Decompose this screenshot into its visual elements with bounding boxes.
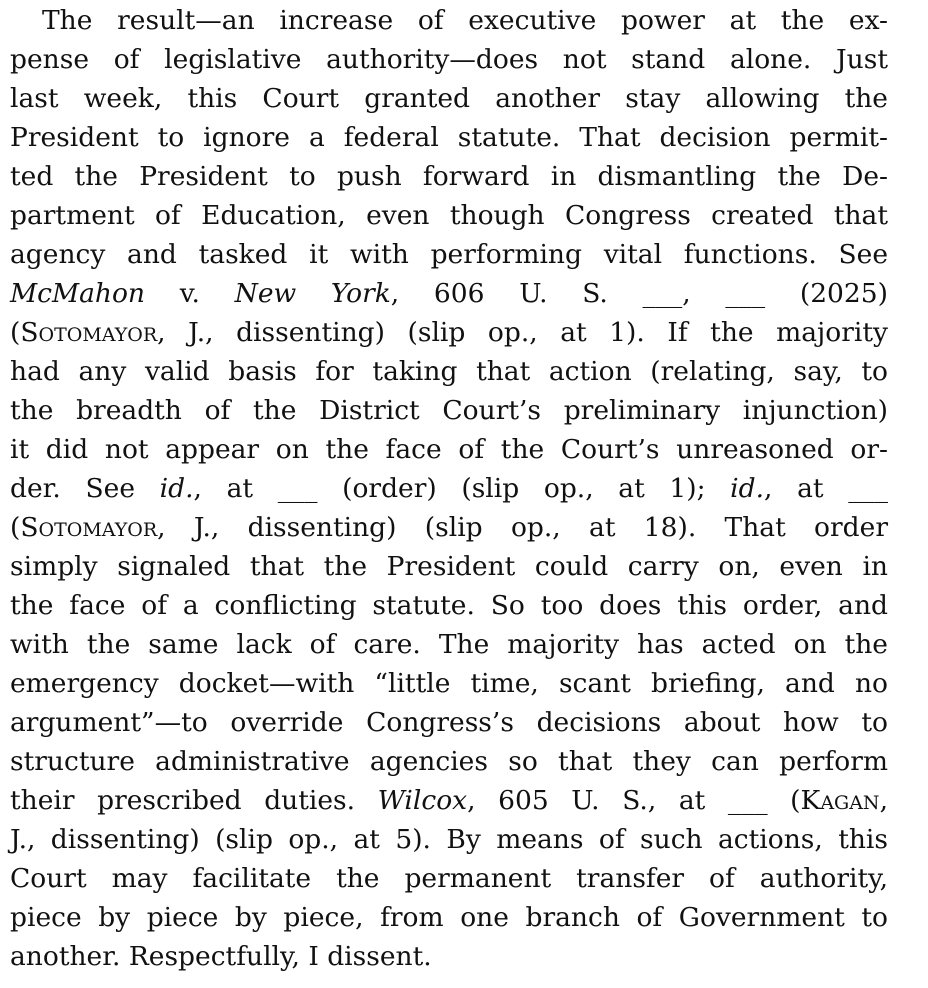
justice-name: Kagan xyxy=(800,785,880,816)
text-line: with the same lack of care. The majority has acted on the xyxy=(10,629,888,660)
justice-name: Sotomayor xyxy=(20,317,158,348)
text-fragment: der. See xyxy=(10,473,160,504)
text-line: emergency docket—with “little time, scant briefing, and no xyxy=(10,668,888,699)
text-line: simply signaled that the President could carry on, even in xyxy=(10,551,888,582)
text-line: ted the President to push forward in dismantling the De- xyxy=(10,161,888,192)
text-line xyxy=(10,508,888,547)
text-line-final: another. Respectfully, I dissent. xyxy=(10,941,432,972)
justice-name: Sotomayor xyxy=(20,512,158,543)
text-line: J., dissenting) (slip op., at 5). By means of such actions, this xyxy=(10,824,888,855)
text-line: President to ignore a federal statute. That decision permit- xyxy=(10,122,888,153)
text-line: Court may facilitate the permanent transfer of authority, xyxy=(10,863,888,894)
case-name: Wilcox xyxy=(377,785,468,816)
text-fragment: , 606 U. S. ___, ___ (2025) xyxy=(390,278,888,309)
text-line: the breadth of the District Court’s preliminary injunction) xyxy=(10,395,888,426)
text-line: the face of a conflicting statute. So too does this order, and xyxy=(10,590,888,621)
text-fragment: , at ___ xyxy=(764,473,888,504)
text-fragment: v. xyxy=(179,278,200,309)
case-name: McMahon xyxy=(10,278,145,309)
id-citation: id. xyxy=(730,473,765,504)
text-line: The result—an increase of executive power at the ex- xyxy=(42,5,888,36)
text-line xyxy=(10,781,888,820)
text-fragment: their prescribed duties. xyxy=(10,785,378,816)
text-line: it did not appear on the face of the Court’s unreasoned or- xyxy=(10,434,888,465)
id-citation: id. xyxy=(159,473,194,504)
text-fragment: ( xyxy=(10,512,21,543)
text-line: piece by piece by piece, from one branch of Government to xyxy=(10,902,888,933)
text-fragment: ( xyxy=(10,317,21,348)
text-fragment: , xyxy=(879,785,888,816)
text-line: partment of Education, even though Congress created that xyxy=(10,200,888,231)
text-line: structure administrative agencies so that they can perform xyxy=(10,746,888,777)
text-fragment: , J., dissenting) (slip op., at 1). If the majority xyxy=(157,317,888,348)
case-name: New York xyxy=(234,278,391,309)
text-line: agency and tasked it with performing vital functions. See xyxy=(10,239,888,270)
text-line xyxy=(10,313,888,352)
text-line: last week, this Court granted another stay allowing the xyxy=(10,83,888,114)
text-line-citation xyxy=(10,274,888,313)
text-fragment: , 605 U. S., at ___ ( xyxy=(467,785,801,816)
text-fragment: , J., dissenting) (slip op., at 18). That order xyxy=(157,512,888,543)
text-line: pense of legislative authority—does not stand alone. Just xyxy=(10,44,888,75)
text-fragment: , at ___ (order) (slip op., at 1); xyxy=(193,473,731,504)
text-line xyxy=(10,469,888,508)
text-line: argument”—to override Congress’s decisions about how to xyxy=(10,707,888,738)
text-line: had any valid basis for taking that action (relating, say, to xyxy=(10,356,888,387)
